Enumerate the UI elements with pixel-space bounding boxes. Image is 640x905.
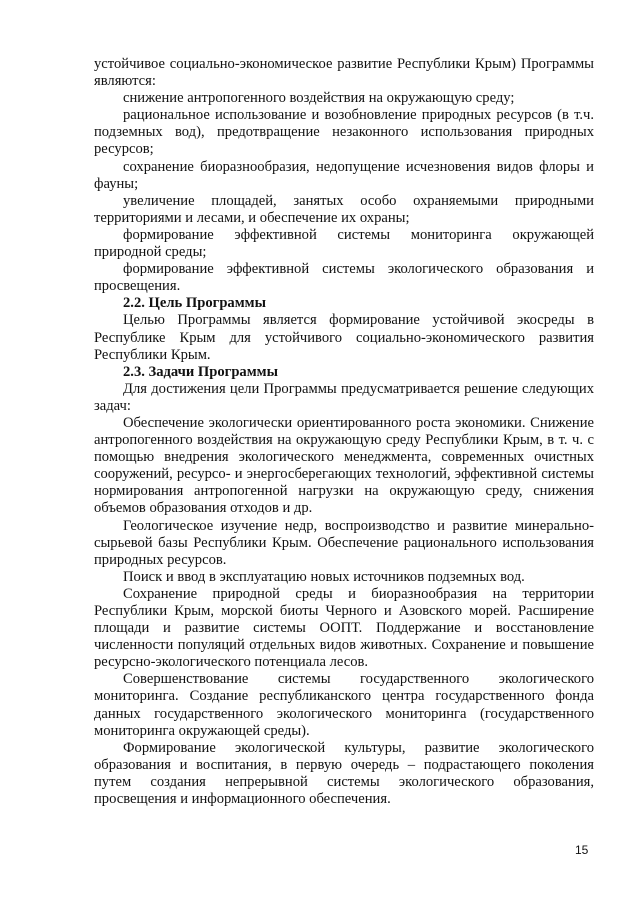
paragraph: сохранение биоразнообразия, недопущение исчезновения видов флоры и фауны; <box>94 158 594 192</box>
paragraph: формирование эффективной системы мониторинга окружающей природной среды; <box>94 226 594 261</box>
paragraph: Целью Программы является формирование устойчивой экосреды в Республике Крым для устойчивого социально-экономического развития Республики Крым. <box>94 312 594 363</box>
paragraph: Формирование экологической культуры, развитие экологического образования и воспитания, в первую очередь – подрастающего поколения путем создания непрерывной системы экологического образования, просвещения и информационного обеспечения. <box>94 739 594 808</box>
section-heading: 2.2. Цель Программы <box>123 295 267 312</box>
paragraph: Совершенствование системы государственного экологического мониторинга. Создание республиканского центра государственного фонда данных государственного экологического мониторинга (государственного мониторинга окружающей среды). <box>94 671 594 739</box>
paragraph: увеличение площадей, занятых особо охраняемыми природными территориями и лесами, и обеспечение их охраны; <box>94 192 594 226</box>
paragraph: Обеспечение экологически ориентированного роста экономики. Снижение антропогенного воздействия на окружающую среду Республики Крым, в т. ч. с помощью внедрения экологического менеджмента, современных очистных сооружений, ресурсо- и энергосберегающих технологий, эффективной системы нормирования антропогенной нагрузки на окружающую среду, снижения объемов образования отходов и др. <box>94 414 594 517</box>
paragraph: Поиск и ввод в эксплуатацию новых источников подземных вод. <box>123 568 525 585</box>
paragraph: рациональное использование и возобновление природных ресурсов (в т.ч. подземных вод), предотвращение незаконного использования природных ресурсов; <box>94 107 594 158</box>
paragraph: Для достижения цели Программы предусматривается решение следующих задач: <box>94 380 594 414</box>
paragraph: Сохранение природной среды и биоразнообразия на территории Республики Крым, морской биоты Черного и Азовского морей. Расширение площади и развитие системы ООПТ. Поддержание и восстановление численности популяций отдельных видов животных. Сохранение и повышение ресурсно-экологического потенциала лесов. <box>94 585 594 671</box>
paragraph: Геологическое изучение недр, воспроизводство и развитие минерально-сырьевой базы Республики Крым. Обеспечение рационального использования природных ресурсов. <box>94 517 594 568</box>
paragraph: снижение антропогенного воздействия на окружающую среду; <box>123 90 515 107</box>
paragraph: устойчивое социально-экономическое развитие Республики Крым) Программы являются: <box>94 56 594 90</box>
document-page <box>94 56 594 808</box>
page-number: 15 <box>575 843 589 857</box>
paragraph: формирование эффективной системы экологического образования и просвещения. <box>94 261 594 295</box>
section-heading: 2.3. Задачи Программы <box>123 363 279 380</box>
